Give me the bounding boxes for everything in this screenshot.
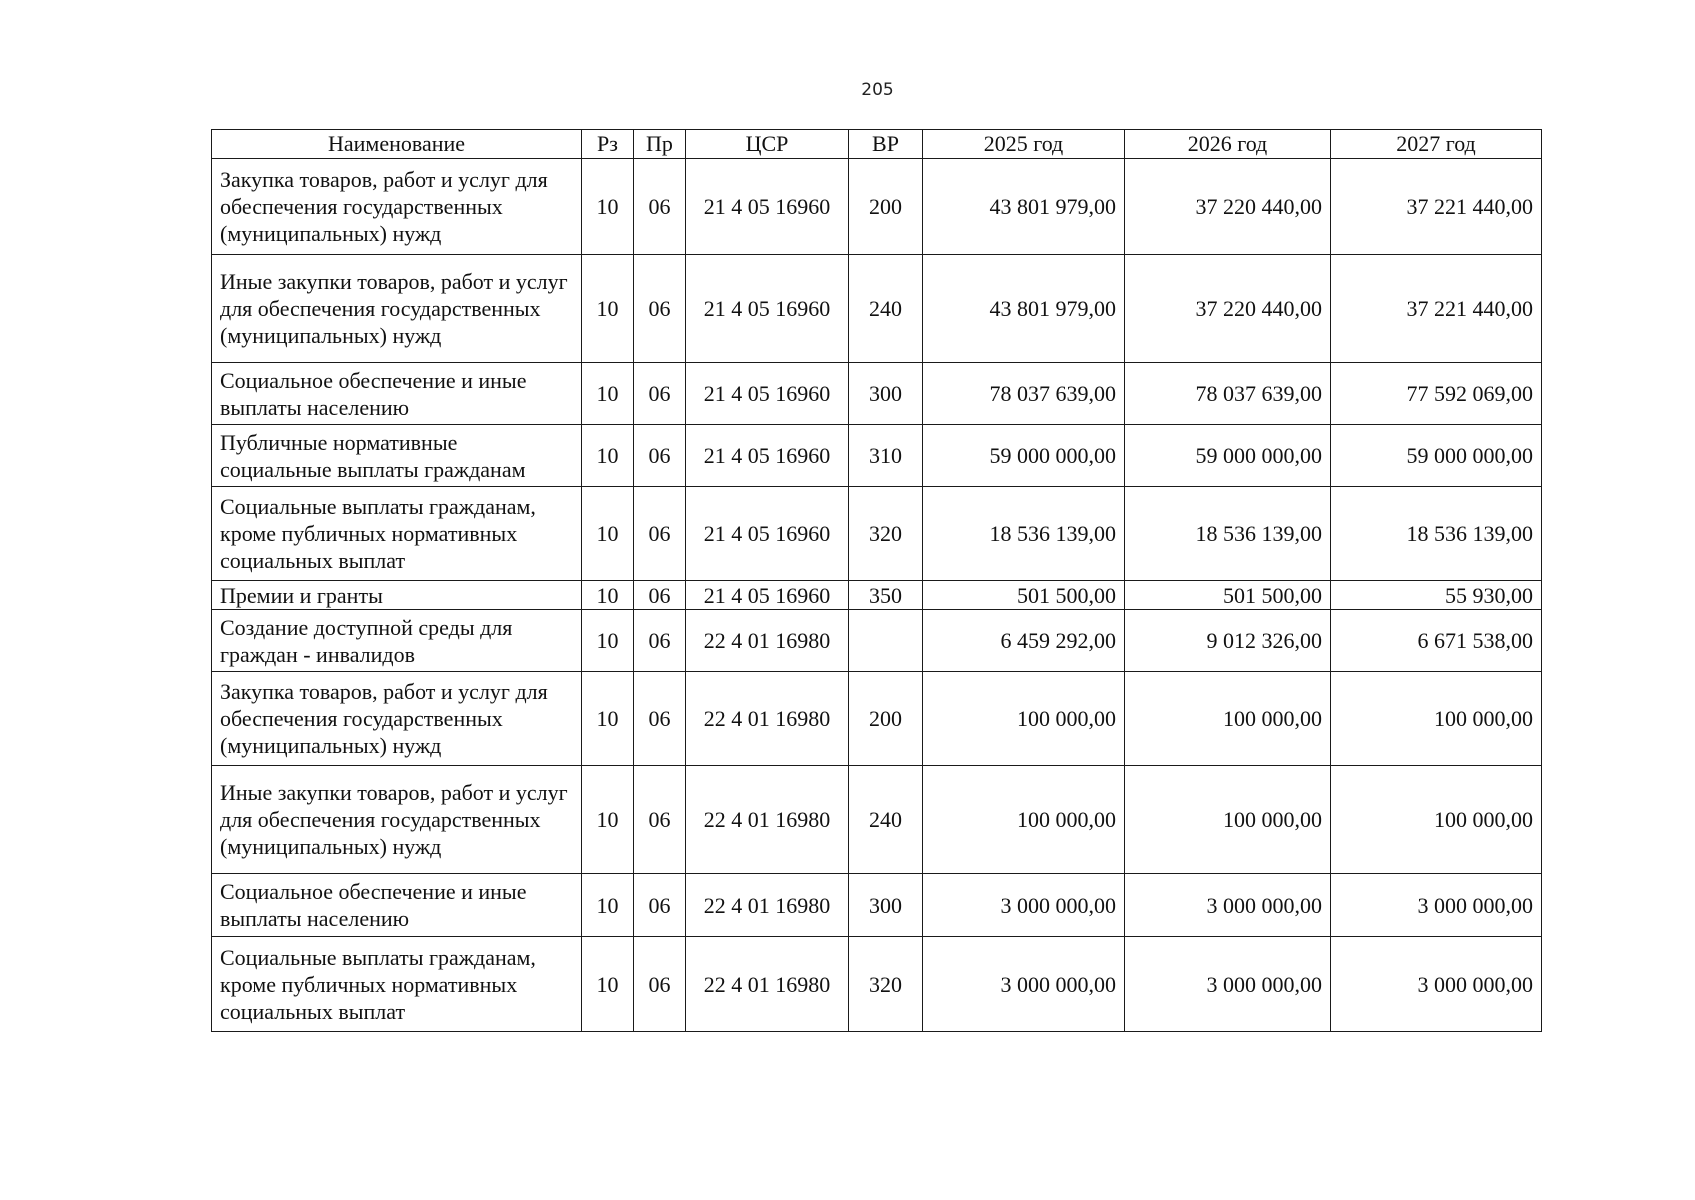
header-name: Наименование bbox=[212, 130, 582, 159]
header-pr: Пр bbox=[634, 130, 686, 159]
cell-name: Иные закупки товаров, работ и услуг для обеспечения государственных (муниципальных) нужд bbox=[212, 766, 582, 874]
cell-vr: 300 bbox=[849, 363, 923, 425]
header-rz: Рз bbox=[582, 130, 634, 159]
cell-pr: 06 bbox=[634, 672, 686, 766]
cell-name: Социальные выплаты гражданам, кроме публичных нормативных социальных выплат bbox=[212, 487, 582, 581]
cell-2026: 78 037 639,00 bbox=[1125, 363, 1331, 425]
cell-vr: 310 bbox=[849, 425, 923, 487]
cell-csr: 21 4 05 16960 bbox=[686, 159, 849, 255]
cell-2026: 37 220 440,00 bbox=[1125, 255, 1331, 363]
cell-name: Закупка товаров, работ и услуг для обеспечения государственных (муниципальных) нужд bbox=[212, 672, 582, 766]
cell-vr bbox=[849, 610, 923, 672]
cell-2026: 9 012 326,00 bbox=[1125, 610, 1331, 672]
cell-2027: 18 536 139,00 bbox=[1331, 487, 1542, 581]
cell-vr: 240 bbox=[849, 766, 923, 874]
cell-rz: 10 bbox=[582, 581, 634, 610]
cell-2027: 55 930,00 bbox=[1331, 581, 1542, 610]
cell-2027: 100 000,00 bbox=[1331, 766, 1542, 874]
cell-name: Социальное обеспечение и иные выплаты населению bbox=[212, 363, 582, 425]
cell-2025: 100 000,00 bbox=[923, 672, 1125, 766]
cell-2025: 3 000 000,00 bbox=[923, 937, 1125, 1032]
cell-2026: 18 536 139,00 bbox=[1125, 487, 1331, 581]
table-row bbox=[212, 159, 1542, 255]
cell-csr: 21 4 05 16960 bbox=[686, 487, 849, 581]
cell-2026: 3 000 000,00 bbox=[1125, 937, 1331, 1032]
cell-2027: 37 221 440,00 bbox=[1331, 159, 1542, 255]
header-vr: ВР bbox=[849, 130, 923, 159]
cell-rz: 10 bbox=[582, 766, 634, 874]
cell-name: Закупка товаров, работ и услуг для обеспечения государственных (муниципальных) нужд bbox=[212, 159, 582, 255]
table-row bbox=[212, 487, 1542, 581]
cell-csr: 21 4 05 16960 bbox=[686, 363, 849, 425]
cell-rz: 10 bbox=[582, 610, 634, 672]
header-2026: 2026 год bbox=[1125, 130, 1331, 159]
page-number: 205 bbox=[861, 80, 894, 100]
cell-2027: 59 000 000,00 bbox=[1331, 425, 1542, 487]
cell-2025: 59 000 000,00 bbox=[923, 425, 1125, 487]
table-row bbox=[212, 874, 1542, 937]
cell-rz: 10 bbox=[582, 672, 634, 766]
cell-2025: 78 037 639,00 bbox=[923, 363, 1125, 425]
cell-2025: 18 536 139,00 bbox=[923, 487, 1125, 581]
cell-rz: 10 bbox=[582, 159, 634, 255]
cell-pr: 06 bbox=[634, 159, 686, 255]
cell-2026: 100 000,00 bbox=[1125, 672, 1331, 766]
cell-2027: 6 671 538,00 bbox=[1331, 610, 1542, 672]
cell-rz: 10 bbox=[582, 937, 634, 1032]
table-row bbox=[212, 255, 1542, 363]
cell-pr: 06 bbox=[634, 255, 686, 363]
table-row bbox=[212, 581, 1542, 610]
cell-csr: 22 4 01 16980 bbox=[686, 874, 849, 937]
cell-vr: 320 bbox=[849, 937, 923, 1032]
cell-pr: 06 bbox=[634, 937, 686, 1032]
cell-vr: 200 bbox=[849, 672, 923, 766]
header-csr: ЦСР bbox=[686, 130, 849, 159]
table-row bbox=[212, 766, 1542, 874]
cell-2026: 3 000 000,00 bbox=[1125, 874, 1331, 937]
cell-rz: 10 bbox=[582, 363, 634, 425]
cell-name: Создание доступной среды для граждан - инвалидов bbox=[212, 610, 582, 672]
cell-2027: 3 000 000,00 bbox=[1331, 874, 1542, 937]
cell-2025: 3 000 000,00 bbox=[923, 874, 1125, 937]
cell-vr: 320 bbox=[849, 487, 923, 581]
cell-csr: 22 4 01 16980 bbox=[686, 672, 849, 766]
cell-csr: 21 4 05 16960 bbox=[686, 255, 849, 363]
cell-2027: 37 221 440,00 bbox=[1331, 255, 1542, 363]
cell-name: Иные закупки товаров, работ и услуг для обеспечения государственных (муниципальных) нужд bbox=[212, 255, 582, 363]
cell-pr: 06 bbox=[634, 874, 686, 937]
table-row bbox=[212, 672, 1542, 766]
table-row bbox=[212, 937, 1542, 1032]
header-2027: 2027 год bbox=[1331, 130, 1542, 159]
cell-2025: 6 459 292,00 bbox=[923, 610, 1125, 672]
cell-csr: 22 4 01 16980 bbox=[686, 610, 849, 672]
cell-name: Публичные нормативные социальные выплаты гражданам bbox=[212, 425, 582, 487]
cell-pr: 06 bbox=[634, 425, 686, 487]
cell-name: Премии и гранты bbox=[212, 581, 582, 610]
cell-name: Социальные выплаты гражданам, кроме публичных нормативных социальных выплат bbox=[212, 937, 582, 1032]
cell-2026: 501 500,00 bbox=[1125, 581, 1331, 610]
table-header-row bbox=[212, 130, 1542, 159]
cell-pr: 06 bbox=[634, 766, 686, 874]
cell-2027: 3 000 000,00 bbox=[1331, 937, 1542, 1032]
cell-2026: 100 000,00 bbox=[1125, 766, 1331, 874]
cell-2026: 37 220 440,00 bbox=[1125, 159, 1331, 255]
cell-2025: 501 500,00 bbox=[923, 581, 1125, 610]
cell-pr: 06 bbox=[634, 581, 686, 610]
cell-csr: 21 4 05 16960 bbox=[686, 425, 849, 487]
budget-table bbox=[211, 129, 1542, 1032]
cell-name: Социальное обеспечение и иные выплаты населению bbox=[212, 874, 582, 937]
cell-pr: 06 bbox=[634, 487, 686, 581]
cell-vr: 350 bbox=[849, 581, 923, 610]
table-row bbox=[212, 363, 1542, 425]
cell-2027: 100 000,00 bbox=[1331, 672, 1542, 766]
cell-csr: 22 4 01 16980 bbox=[686, 937, 849, 1032]
cell-vr: 200 bbox=[849, 159, 923, 255]
cell-vr: 300 bbox=[849, 874, 923, 937]
cell-2026: 59 000 000,00 bbox=[1125, 425, 1331, 487]
table-row bbox=[212, 425, 1542, 487]
cell-rz: 10 bbox=[582, 487, 634, 581]
cell-rz: 10 bbox=[582, 874, 634, 937]
cell-rz: 10 bbox=[582, 425, 634, 487]
table-row bbox=[212, 610, 1542, 672]
cell-rz: 10 bbox=[582, 255, 634, 363]
cell-pr: 06 bbox=[634, 610, 686, 672]
cell-pr: 06 bbox=[634, 363, 686, 425]
cell-csr: 21 4 05 16960 bbox=[686, 581, 849, 610]
cell-csr: 22 4 01 16980 bbox=[686, 766, 849, 874]
header-2025: 2025 год bbox=[923, 130, 1125, 159]
cell-2025: 43 801 979,00 bbox=[923, 255, 1125, 363]
cell-2025: 100 000,00 bbox=[923, 766, 1125, 874]
cell-vr: 240 bbox=[849, 255, 923, 363]
cell-2025: 43 801 979,00 bbox=[923, 159, 1125, 255]
cell-2027: 77 592 069,00 bbox=[1331, 363, 1542, 425]
